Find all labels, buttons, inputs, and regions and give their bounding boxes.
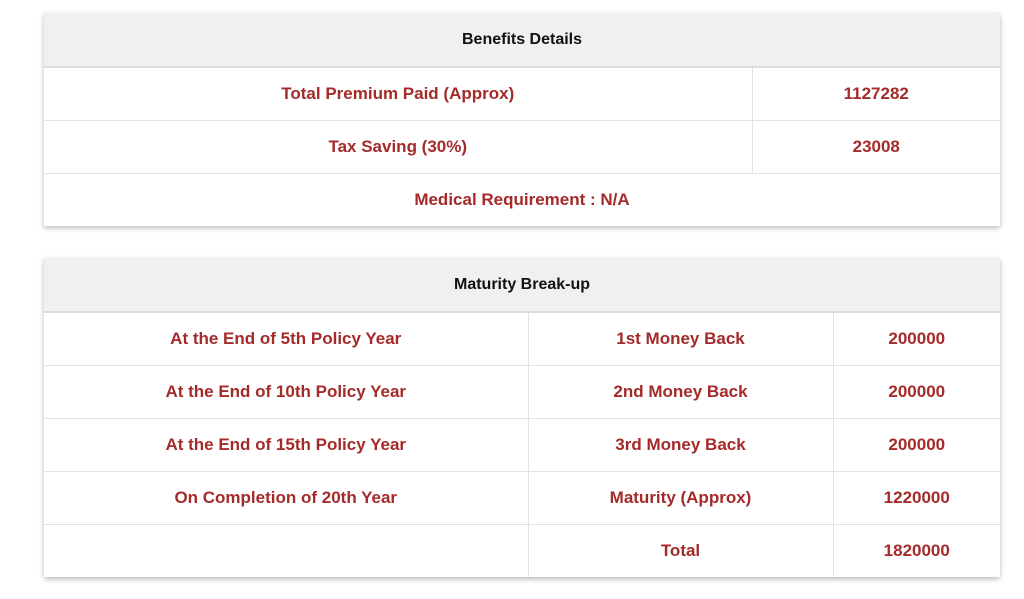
tax-saving-label: Tax Saving (30%) (44, 121, 752, 174)
table-row (44, 121, 1000, 174)
amount-cell: 200000 (833, 366, 1000, 419)
period-cell: At the End of 10th Policy Year (44, 366, 528, 419)
table-row (44, 67, 1000, 121)
benefits-details-title: Benefits Details (44, 13, 1000, 67)
table-header-row (44, 13, 1000, 67)
total-row (44, 525, 1000, 578)
payout-type-cell: 3rd Money Back (528, 419, 833, 472)
total-premium-value: 1127282 (752, 67, 1000, 121)
amount-cell: 200000 (833, 419, 1000, 472)
payout-type-cell: 1st Money Back (528, 312, 833, 366)
total-label: Total (528, 525, 833, 578)
table-header-row (44, 258, 1000, 312)
payout-type-cell: Maturity (Approx) (528, 472, 833, 525)
table-row (44, 312, 1000, 366)
total-premium-label: Total Premium Paid (Approx) (44, 67, 752, 121)
period-cell: At the End of 5th Policy Year (44, 312, 528, 366)
empty-cell (44, 525, 528, 578)
table-row (44, 366, 1000, 419)
table-row (44, 419, 1000, 472)
amount-cell: 200000 (833, 312, 1000, 366)
period-cell: On Completion of 20th Year (44, 472, 528, 525)
medical-requirement: Medical Requirement : N/A (414, 190, 630, 209)
table-row (44, 472, 1000, 525)
payout-type-cell: 2nd Money Back (528, 366, 833, 419)
amount-cell: 1220000 (833, 472, 1000, 525)
period-cell: At the End of 15th Policy Year (44, 419, 528, 472)
table-row (44, 174, 1000, 227)
maturity-breakup-title: Maturity Break-up (44, 258, 1000, 312)
tax-saving-value: 23008 (752, 121, 1000, 174)
benefits-details-table (44, 13, 1000, 226)
maturity-breakup-table (44, 258, 1000, 577)
total-value: 1820000 (883, 541, 950, 560)
